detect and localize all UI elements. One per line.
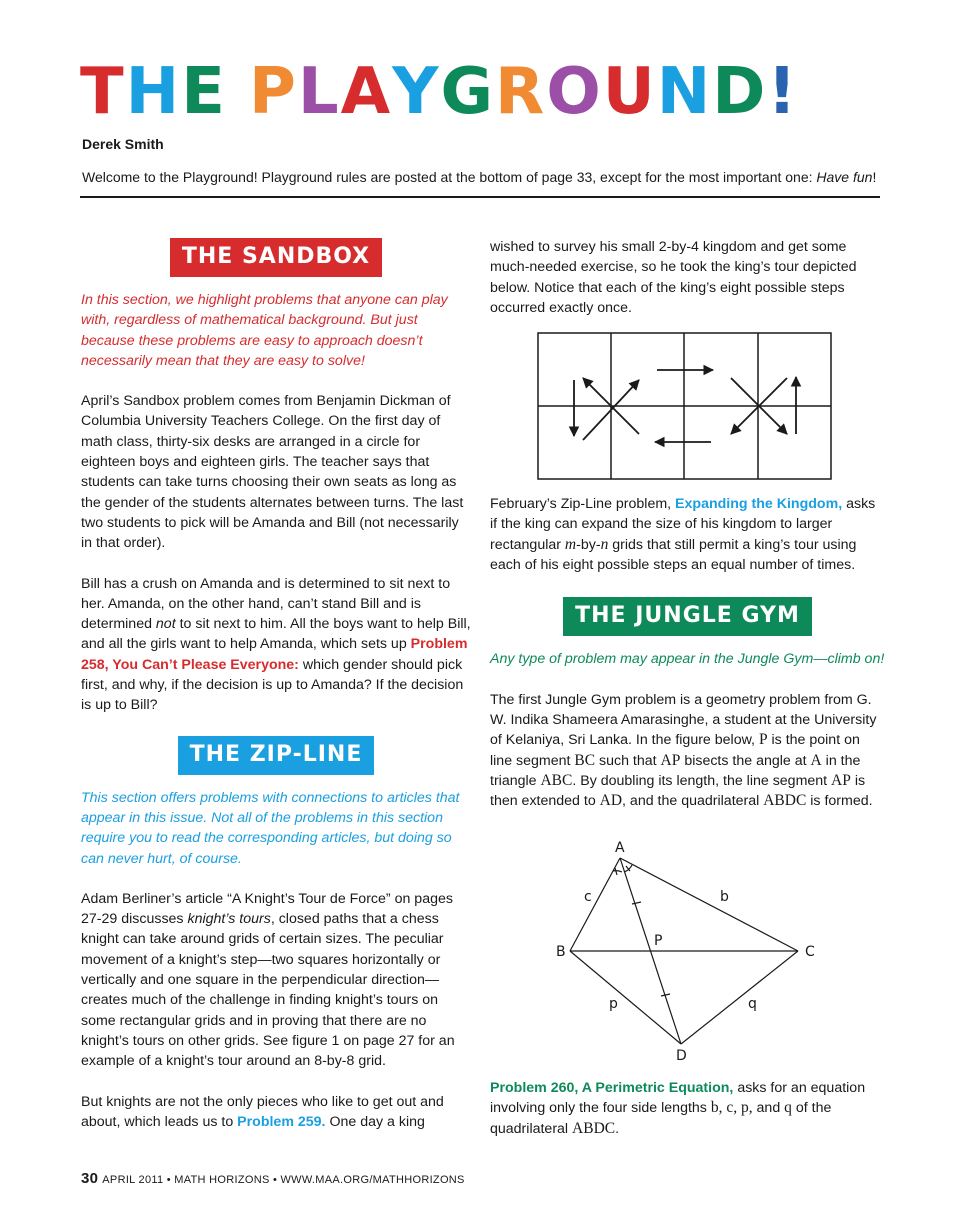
junglegym-badge: THE JUNGLE GYM — [563, 597, 812, 636]
right-column — [490, 237, 885, 811]
author-name: Derek Smith — [82, 136, 164, 152]
title-letter: H — [125, 55, 182, 129]
sandbox-intro: In this section, we highlight problems that anyone can play with, regardless of mathematical background. But just because these problems are easy to approach doesn’t necessarily mean that they are easy to solve! — [81, 292, 448, 369]
page-title — [80, 52, 799, 132]
title-letter: A — [340, 55, 393, 129]
page-number: 30 — [81, 1170, 99, 1187]
zipline-paragraph-1: Adam Berliner’s article “A Knight’s Tour de Force” on pages 27-29 discusses knight’s tours, closed paths that a chess knight can take around grids of certain sizes. The peculiar movement of a knight’s step—two squares horizontally or vertically and one square in the perpendicular direction—creates much of the challenge in finding knight’s tours on some rectangular grids and in proving that there are no knight’s tours on other grids. See figure 1 on page 27 for an example of a knight’s tour around an 8-by-8 grid. — [81, 890, 455, 1070]
label-b: b — [720, 889, 729, 905]
label-B: B — [556, 944, 566, 960]
title-letter: Y — [392, 55, 441, 129]
page-footer — [81, 1170, 465, 1187]
label-P: P — [654, 933, 663, 949]
zipline-paragraph-4: February’s Zip-Line problem, Expanding the Kingdom, asks if the king can expand the size of his kingdom to larger rectangular m-by-n grids that still permit a king’s tour using each of his eight possible steps an equal number of times. — [490, 496, 876, 574]
label-A: A — [615, 840, 625, 856]
title-letter: ! — [767, 55, 799, 129]
title-letter: G — [440, 55, 496, 129]
sandbox-paragraph-1: April’s Sandbox problem comes from Benjamin Dickman of Columbia University Teachers College. On the first day of math class, thirty-six desks are arranged in a circle for eighteen boys and eighteen girls. The teacher says that students can take turns choosing their own seats as long as the gender of the students alternates between turns. The last two students to pick will be Amanda and Bill (not necessarily in that order). — [81, 393, 464, 552]
zipline-paragraph-3: wished to survey his small 2-by-4 kingdom and get some much-needed exercise, so he took the king’s tour depicted below. Notice that each of the king’s eight possible steps occurred exactly once. — [490, 239, 857, 316]
label-C: C — [805, 944, 815, 960]
sandbox-paragraph-2: Bill has a crush on Amanda and is determined to sit next to her. Amanda, on the other hand, can’t stand Bill and is determined not to sit next to him. All the boys want to help Bill, and all the girls want to help Amanda, which sets up Problem 258, You Can’t Please Everyone: which gender should pick first, and why, if the decision is up to Amanda? If the decision is up to Bill? — [81, 575, 471, 714]
sandbox-badge: THE SANDBOX — [170, 238, 382, 277]
label-q: q — [748, 996, 757, 1012]
label-D: D — [676, 1048, 687, 1064]
problem-258-title: Problem 258, You Can’t Please Everyone: — [81, 636, 468, 673]
problem-260-title: Problem 260, A Perimetric Equation, — [490, 1080, 734, 1096]
title-letter: P — [248, 55, 298, 129]
king-tour-grid-figure — [537, 332, 833, 482]
label-c: c — [584, 889, 592, 905]
quadrilateral-figure — [552, 838, 832, 1068]
junglegym-paragraph-2: Problem 260, A Perimetric Equation, asks for an equation involving only the four side lengths b, c, p, and q of the quadrilateral ABDC. — [490, 1080, 866, 1137]
title-letter: O — [546, 55, 603, 129]
zipline-badge: THE ZIP-LINE — [178, 736, 375, 775]
junglegym-paragraph-1: The first Jungle Gym problem is a geometry problem from G. W. Indika Shameera Amarasinghe, a student at the University of Kelaniya, Sri Lanka. In the figure below, P is the point on line segment BC such that AP bisects the angle at A in the triangle ABC. By doubling its length, the line segment AP is then extended to AD, and the quadrilateral ABDC is formed. — [490, 691, 877, 810]
header-divider — [80, 196, 880, 198]
title-letter: R — [495, 55, 547, 129]
title-letter: D — [712, 55, 768, 129]
title-letter: T — [80, 55, 126, 129]
zipline-intro: This section offers problems with connections to articles that appear in this issue. Not all of the problems in this section require you to read the corresponding articles, but doing so can never hurt, of course. — [81, 789, 460, 867]
problem-259-title: Problem 259. — [237, 1113, 326, 1130]
junglegym-intro: Any type of problem may appear in the Jungle Gym—climb on! — [490, 651, 885, 668]
title-letter: U — [602, 55, 657, 129]
left-column — [81, 234, 471, 1132]
footer-text: APRIL 2011 • MATH HORIZONS • WWW.MAA.ORG/MATHHORIZONS — [102, 1174, 465, 1186]
title-letter — [227, 52, 249, 132]
label-p: p — [609, 996, 618, 1012]
title-letter: N — [656, 55, 713, 129]
expanding-kingdom-title: Expanding the Kingdom, — [675, 496, 843, 513]
welcome-text: Welcome to the Playground! Playground rules are posted at the bottom of page 33, except for the most important one: Have fun! — [82, 169, 877, 185]
title-letter: L — [297, 55, 341, 129]
title-letter: E — [181, 55, 227, 129]
zipline-paragraph-2: But knights are not the only pieces who like to get out and about, which leads us to Problem 259. One day a king — [81, 1093, 444, 1130]
